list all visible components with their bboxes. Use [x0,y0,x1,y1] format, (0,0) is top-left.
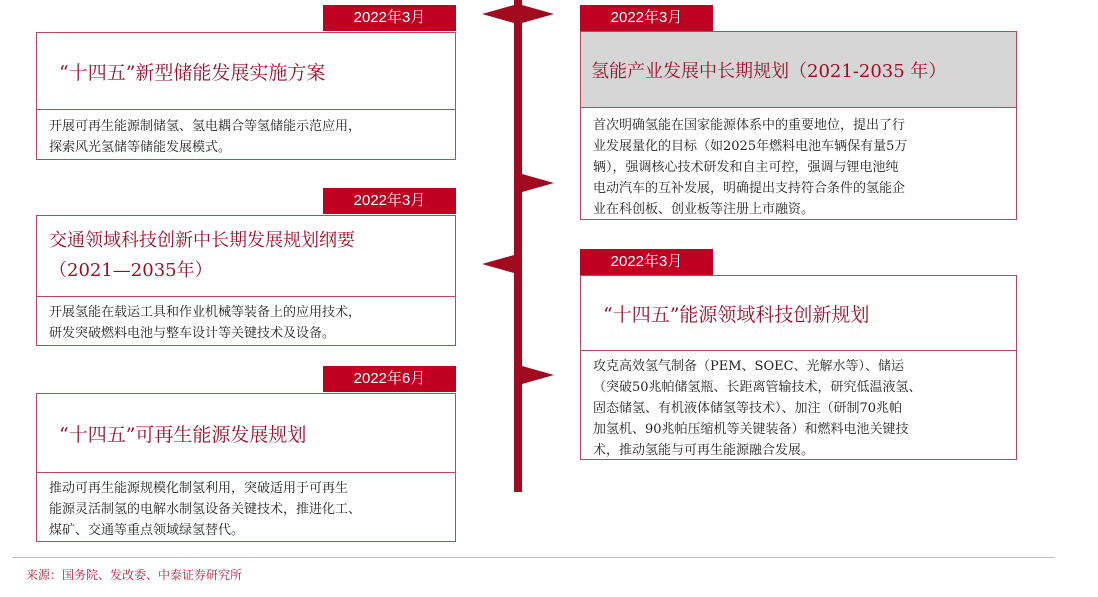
policy-body [581,111,1016,219]
policy-title: 氢能产业发展中长期规划（2021-2035 年） [581,32,1016,108]
body-line: 推动可再生能源规模化制氢利用，突破适用于可再生 [49,481,349,496]
title-line: （2021—2035年） [49,260,213,281]
policy-title: “十四五”可再生能源发展规划 [37,394,455,473]
body-line: 业在科创板、创业板等注册上市融资。 [593,202,815,217]
policy-title: “十四五”能源领域科技创新规划 [581,276,1016,351]
policy-card [36,393,456,542]
body-line: 电动汽车的互补发展，明确提出支持符合条件的氢能企 [593,181,906,196]
body-line: 攻克高效氢气制备（PEM、SOEC、光解水等）、储运 [593,359,905,374]
policy-body [581,352,1016,459]
date-tag: 2022年3月 [323,188,456,214]
policy-card [36,215,456,346]
body-line: 首次明确氢能在国家能源体系中的重要地位，提出了行 [593,118,906,133]
policy-card [580,275,1017,460]
policy-body [37,298,455,345]
policy-card [580,31,1017,220]
body-line: 能源灵活制氢的电解水制氢设备关键技术，推进化工、 [49,502,362,517]
date-tag: 2022年3月 [323,5,456,31]
body-line: 术，推动氢能与可再生能源融合发展。 [593,443,815,458]
body-line: 探索风光氢储等储能发展模式。 [49,140,232,155]
timeline-arrow-right [522,174,554,192]
body-line: 辆），强调核心技术研发和自主可控，强调与锂电池纯 [593,160,899,175]
body-line: 固态储氢、有机液体储氢等技术）、加注（研制70兆帕 [593,401,903,416]
policy-title: “十四五”新型储能发展实施方案 [37,33,455,110]
body-line: 加氢机、90兆帕压缩机等关键装备）和燃料电池关键技 [593,422,909,437]
body-line: 研发突破燃料电池与整车设计等关键技术及设备。 [49,326,336,341]
title-line: 交通领域科技创新中长期发展规划纲要 [49,230,355,251]
date-tag: 2022年6月 [323,366,456,392]
timeline-arrow-left [482,255,514,273]
source-divider [12,557,1055,558]
date-tag: 2022年3月 [580,249,713,275]
body-line: 开展氢能在载运工具和作业机械等装备上的应用技术， [49,305,362,320]
source-note: 来源：国务院、发改委、中泰证券研究所 [26,568,243,582]
policy-body [37,112,455,159]
body-line: 开展可再生能源制储氢、氢电耦合等氢储能示范应用， [49,119,362,134]
body-line: （突破50兆帕储氢瓶、长距离管输技术，研究低温液氢、 [593,380,922,395]
timeline-arrow-right [522,366,554,384]
body-line: 煤矿、交通等重点领域绿氢替代。 [49,523,245,538]
body-line: 业发展量化的目标（如2025年燃料电池车辆保有量5万 [593,139,908,154]
policy-body [37,474,455,541]
policy-title [37,216,455,297]
timeline-spine [514,0,522,492]
timeline-arrow-left [482,5,514,23]
timeline-arrow-right [522,5,554,23]
date-tag: 2022年3月 [580,5,713,31]
policy-card [36,32,456,160]
